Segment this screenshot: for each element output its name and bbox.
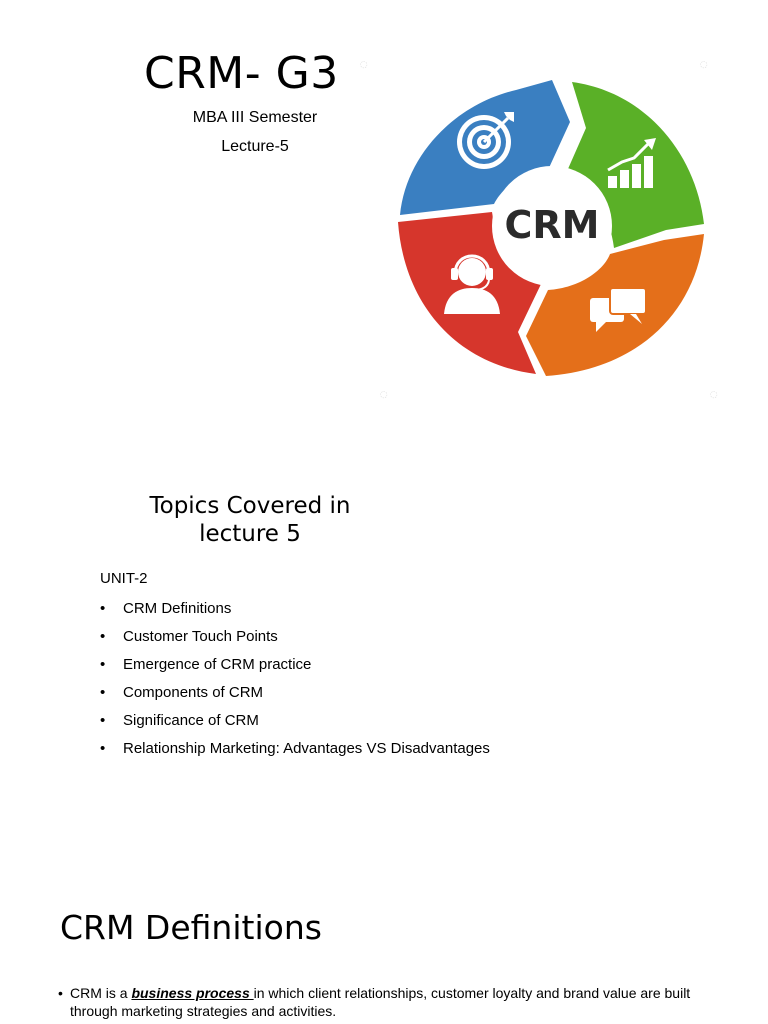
list-item: • Customer Touch Points bbox=[100, 626, 490, 654]
topics-title bbox=[130, 492, 370, 548]
definition-suffix: in which client relationships, customer loyalty and brand value are built through marketing strategies and activities. bbox=[70, 985, 691, 1019]
topics-title-line2: lecture 5 bbox=[199, 521, 301, 547]
watermark: ◌ bbox=[357, 58, 371, 72]
definition-prefix: CRM is a bbox=[70, 985, 132, 1001]
course-subtitle: MBA III Semester bbox=[192, 109, 318, 126]
definitions-title: CRM Definitions bbox=[60, 908, 322, 947]
topics-list bbox=[100, 598, 490, 766]
definition-emphasis: business process bbox=[131, 985, 254, 1001]
list-item: • Significance of CRM bbox=[100, 710, 490, 738]
definitions-slide bbox=[0, 890, 768, 1024]
list-item: • Emergence of CRM practice bbox=[100, 654, 490, 682]
title-slide bbox=[0, 0, 768, 440]
slide-title: CRM- G3 bbox=[144, 48, 339, 99]
watermark: ◌ bbox=[697, 58, 711, 72]
topic-text: Customer Touch Points bbox=[123, 628, 278, 645]
topic-text: Emergence of CRM practice bbox=[123, 656, 312, 673]
topics-slide bbox=[0, 460, 768, 860]
topics-title-line1: Topics Covered in bbox=[149, 493, 351, 519]
crm-cycle-graphic bbox=[396, 74, 708, 380]
lecture-subtitle: Lecture-5 bbox=[221, 138, 289, 155]
topic-text: Significance of CRM bbox=[123, 712, 259, 729]
topic-text: CRM Definitions bbox=[123, 600, 232, 617]
crm-center-label: CRM bbox=[504, 203, 600, 247]
definition-paragraph bbox=[58, 984, 708, 1020]
watermark: ◌ bbox=[377, 388, 391, 402]
topic-text: Relationship Marketing: Advantages VS Disadvantages bbox=[123, 740, 490, 757]
list-item: • Components of CRM bbox=[100, 682, 490, 710]
topic-text: Components of CRM bbox=[123, 684, 264, 701]
list-item: • CRM Definitions bbox=[100, 598, 490, 626]
list-item: • Relationship Marketing: Advantages VS Disadvantages bbox=[100, 738, 490, 766]
unit-label: UNIT-2 bbox=[100, 570, 148, 587]
watermark: ◌ bbox=[707, 388, 721, 402]
bullet-marker: • bbox=[58, 985, 63, 1001]
